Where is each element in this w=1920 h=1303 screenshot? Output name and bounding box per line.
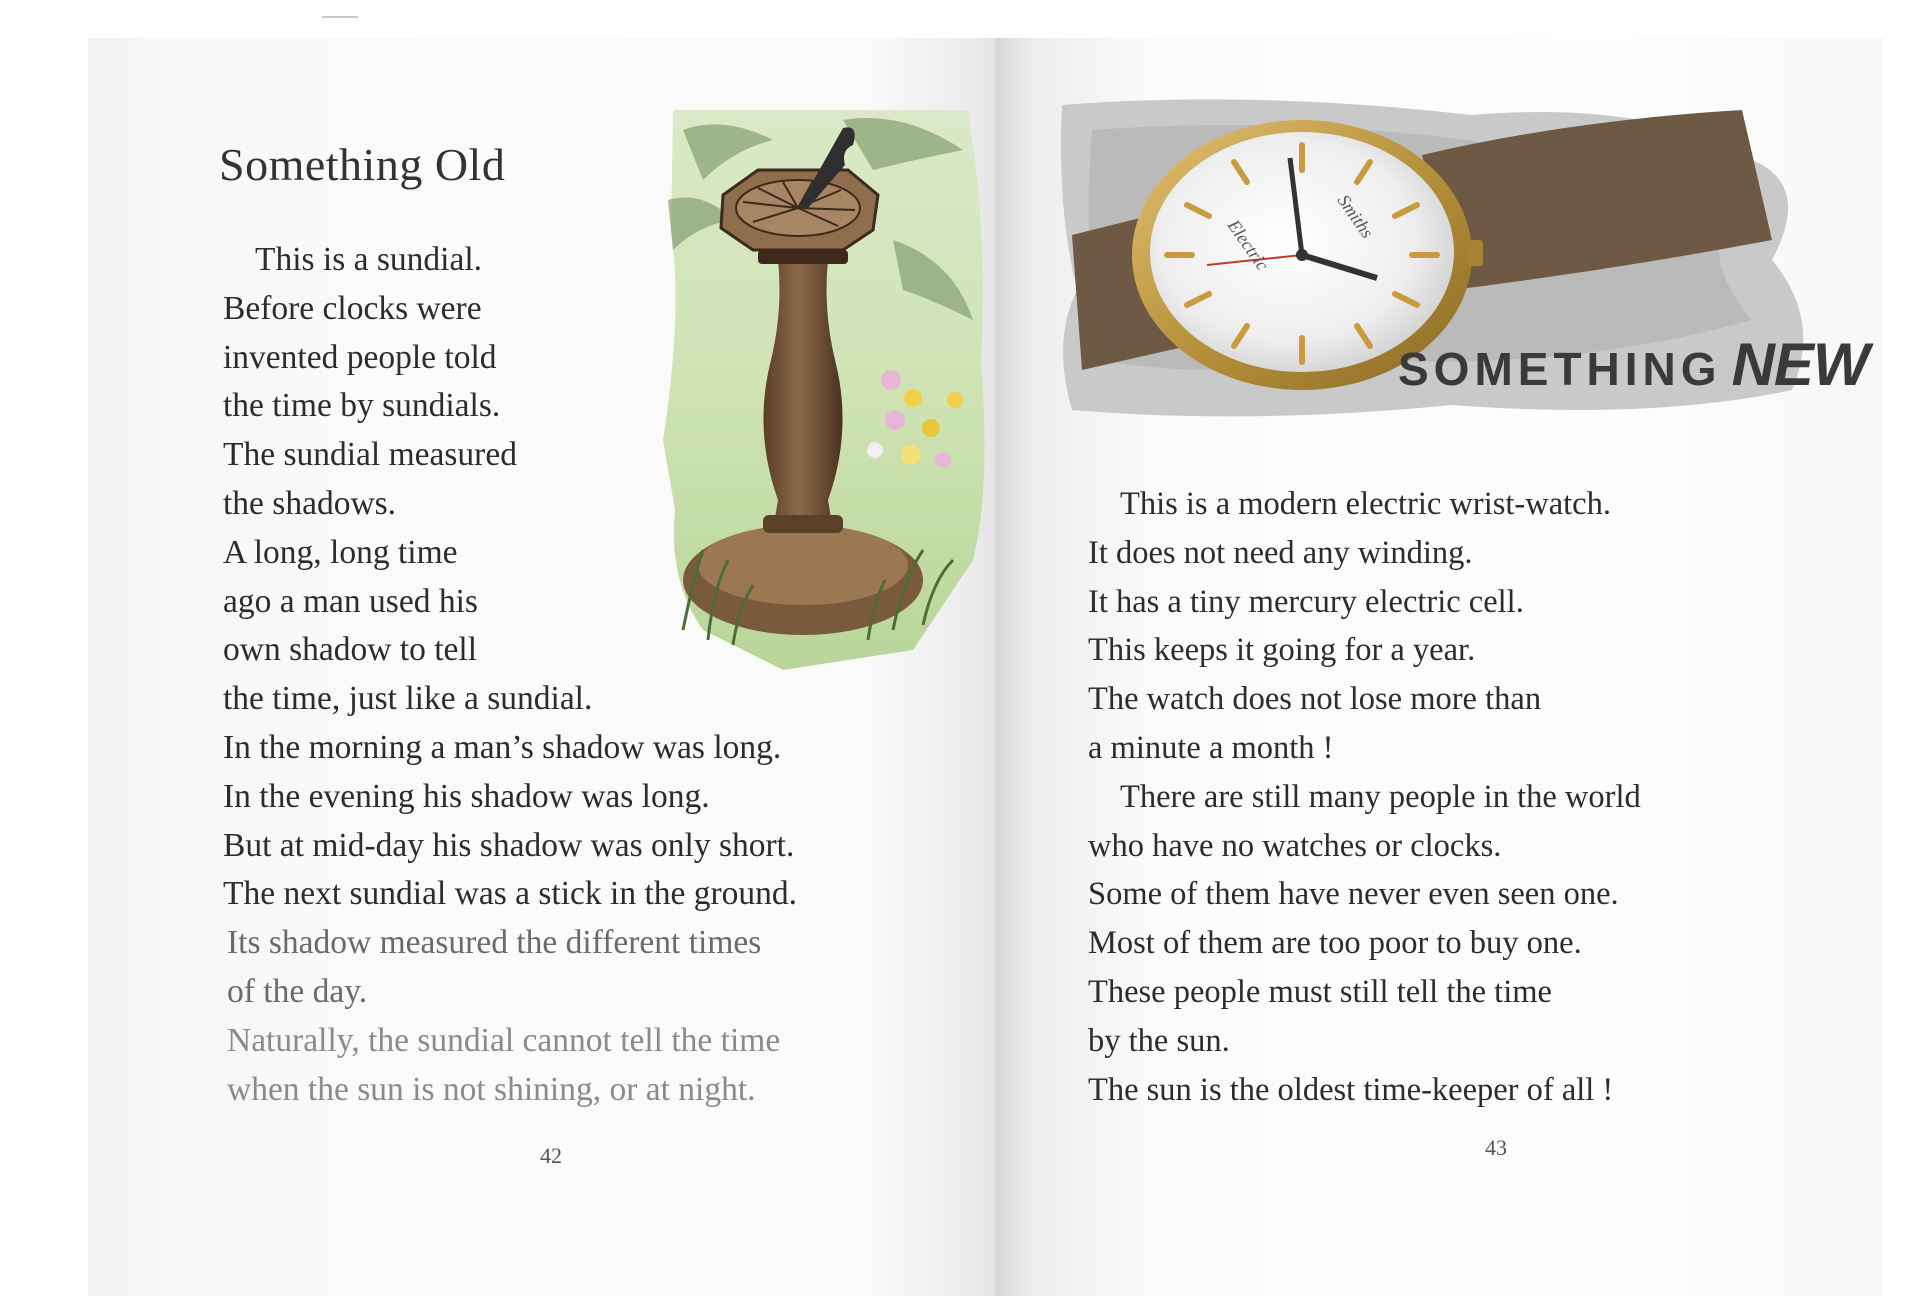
text-line: A long, long time (223, 533, 458, 571)
text-line: Before clocks were (223, 289, 482, 327)
page-title-something-old: Something Old (219, 139, 506, 190)
text-line: Some of them have never even seen one. (1088, 876, 1619, 913)
text-line: by the sun. (1088, 1022, 1230, 1059)
text-line: ago a man used his (223, 582, 478, 620)
text-line: It does not need any winding. (1088, 534, 1473, 571)
text-line: It has a tiny mercury electric cell. (1088, 583, 1524, 620)
text-line: There are still many people in the world (1120, 778, 1641, 815)
page-title-something-new (1398, 330, 1869, 399)
text-line: when the sun is not shining, or at night. (227, 1070, 756, 1108)
text-line: invented people told (223, 338, 497, 376)
text-line: The watch does not lose more than (1088, 681, 1542, 718)
text-line: the time by sundials. (223, 387, 501, 425)
text-line: This is a modern electric wrist-watch. (1120, 486, 1611, 522)
left-page-text (223, 236, 797, 1114)
page-number: 42 (540, 1143, 562, 1168)
text-line: a minute a month ! (1088, 729, 1334, 766)
title-word-something: SOMETHING (1398, 343, 1722, 395)
text-line: Naturally, the sundial cannot tell the time (227, 1021, 781, 1059)
right-page-text (1088, 480, 1641, 1114)
text-line: This keeps it going for a year. (1088, 632, 1476, 669)
text-line: This is a sundial. (255, 241, 483, 278)
text-line: In the morning a man’s shadow was long. (223, 728, 782, 766)
text-line: In the evening his shadow was long. (223, 777, 710, 815)
text-line: the time, just like a sundial. (223, 680, 593, 718)
text-line: the shadows. (223, 484, 397, 522)
page-number: 43 (1485, 1135, 1507, 1160)
text-line: The sun is the oldest time-keeper of all ! (1088, 1071, 1614, 1108)
watch-brand-text: Smiths (1333, 190, 1378, 242)
text-line: own shadow to tell (223, 631, 478, 669)
text-line: These people must still tell the time (1088, 973, 1552, 1010)
watch-label-text: Electric (1223, 215, 1273, 274)
text-line: who have no watches or clocks. (1088, 827, 1502, 864)
left-page (88, 38, 998, 1296)
text-line: But at mid-day his shadow was only short. (223, 826, 795, 864)
text-line: of the day. (227, 972, 368, 1010)
text-line: The next sundial was a stick in the ground. (223, 875, 798, 913)
scan-mark (322, 16, 358, 18)
title-word-new: NEW (1731, 331, 1869, 398)
text-line: Its shadow measured the different times (227, 924, 762, 962)
text-line: Most of them are too poor to buy one. (1088, 925, 1582, 962)
text-line: The sundial measured (223, 436, 517, 474)
